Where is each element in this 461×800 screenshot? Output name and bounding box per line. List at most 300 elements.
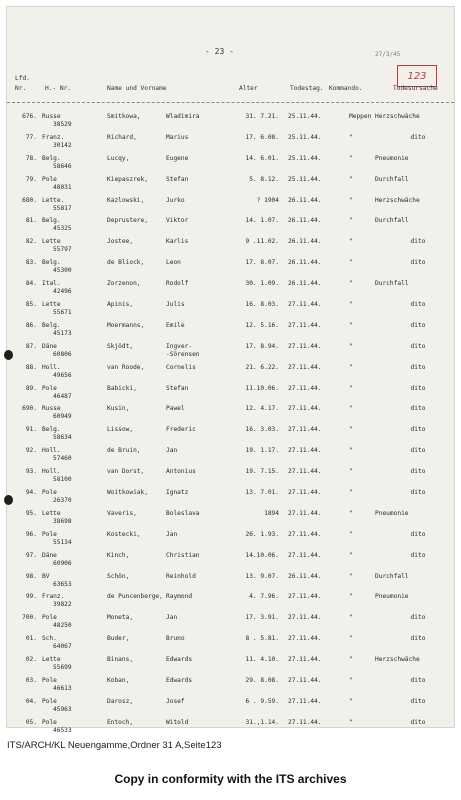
row-cause-of-death: dito [410,301,426,309]
table-row [7,320,456,341]
row-first-name: Edwards [166,656,193,664]
row-kommando: " [349,154,353,162]
table-row [7,299,456,320]
row-first-name: Emile [166,321,185,329]
row-surname: Deprustere, [107,217,148,225]
row-birth-date: 13. 7.01. [245,489,279,497]
row-kommando: " [349,259,353,267]
row-birth-date: ? 1904 [256,196,279,204]
row-nationality: Holl. [42,468,61,476]
row-kommando: " [349,133,353,141]
row-prisoner-number: 45325 [53,225,72,233]
row-surname: de Puncenberge, [107,593,163,601]
row-first-name: Bruno [166,635,185,643]
row-prisoner-number: 55797 [53,246,72,254]
row-nationality: Holl. [42,363,61,371]
row-death-date: 26.11.44. [288,259,322,267]
row-number: 88. [25,363,37,371]
row-cause-of-death: dito [410,468,426,476]
row-death-date: 27.11.44. [288,489,322,497]
row-prisoner-number: 60806 [53,350,72,358]
row-kommando: " [349,656,353,664]
row-cause-of-death: dito [410,635,426,643]
row-first-name: Antonius [166,468,196,476]
row-death-date: 27.11.44. [288,342,322,350]
row-death-date: 26.11.44. [288,280,322,288]
row-surname: Buder, [107,635,130,643]
row-death-date: 27.11.44. [288,697,322,705]
row-prisoner-number: 45173 [53,329,72,337]
row-death-date: 27.11.44. [288,718,322,726]
row-nationality: Pole [42,530,57,538]
row-nationality: Pole [42,489,57,497]
row-kommando: " [349,238,353,246]
stamp-number: 123 [407,70,427,82]
row-nationality: Franz. [42,133,65,141]
header-name: Name und Vorname [107,85,167,92]
row-birth-date: 17. 6.08. [245,133,279,141]
row-nationality: Belg. [42,426,61,434]
row-number: 92. [25,447,37,455]
row-cause-of-death: Pneumonie [375,509,409,517]
row-death-date: 27.11.44. [288,384,322,392]
row-nationality: Ital. [42,280,61,288]
row-kommando: " [349,593,353,601]
row-birth-date: 11. 4.10. [245,656,279,664]
table-row [7,174,456,195]
row-death-date: 26.11.44. [288,572,322,580]
row-surname: Moneta, [107,614,134,622]
table-row [7,508,456,529]
row-cause-of-death: Durchfall [375,572,409,580]
row-cause-of-death: dito [410,718,426,726]
row-birth-date: 31.,1.14. [245,718,279,726]
row-birth-date: 14.10.06. [245,551,279,559]
table-row [7,571,456,592]
row-number: 84. [25,280,37,288]
row-surname: Skjödt, [107,342,134,350]
row-cause-of-death: dito [410,259,426,267]
row-death-date: 27.11.44. [288,363,322,371]
row-number: 82. [25,238,37,246]
row-surname: Kinch, [107,551,130,559]
punch-hole [4,495,13,505]
row-cause-of-death: dito [410,133,426,141]
row-birth-date: 17. 8.07. [245,259,279,267]
table-row [7,424,456,445]
row-surname: Babicki, [107,384,137,392]
row-death-date: 25.11.44. [288,175,322,183]
header-rule [7,102,454,103]
table-row [7,612,456,633]
row-surname: Jostee, [107,238,134,246]
row-number: 79. [25,175,37,183]
row-surname: Smitkowa, [107,113,141,120]
row-kommando: " [349,342,353,350]
row-nationality: Lette. [42,196,65,204]
row-kommando: " [349,384,353,392]
row-kommando: " [349,677,353,685]
row-prisoner-number: 26370 [53,497,72,505]
row-death-date: 27.11.44. [288,426,322,434]
row-prisoner-number: 57460 [53,455,72,463]
header-alter: Alter [239,85,258,92]
reference-note: 27/3/45 [375,51,401,58]
row-nationality: Pole [42,614,57,622]
row-cause-of-death: Durchfall [375,280,409,288]
row-cause-of-death: Durchfall [375,217,409,225]
row-birth-date: 29. 8.08. [245,677,279,685]
row-prisoner-number: 55671 [53,309,72,317]
row-cause-of-death: dito [410,384,426,392]
row-nationality: Pole [42,718,57,726]
row-kommando: " [349,509,353,517]
row-prisoner-number: 58100 [53,476,72,484]
table-row [7,362,456,383]
table-row [7,466,456,487]
row-number: 04. [25,697,37,705]
row-nationality: Belg. [42,154,61,162]
row-death-date: 27.11.44. [288,614,322,622]
row-prisoner-number: 55817 [53,204,72,212]
row-kommando: " [349,426,353,434]
row-birth-date: 19. 7.15. [245,468,279,476]
row-number: 86. [25,321,37,329]
row-first-name-cont: -Sörensen [166,350,200,358]
table-row [7,278,456,299]
row-kommando: " [349,217,353,225]
row-first-name: Eugene [166,154,189,162]
row-death-date: 27.11.44. [288,301,322,309]
table-row [7,717,456,738]
row-number: 98. [25,572,37,580]
table-row [7,529,456,550]
row-first-name: Stefan [166,175,189,183]
row-nationality: Russe [42,113,61,120]
row-prisoner-number: 46613 [53,685,72,693]
row-nationality: Pole [42,175,57,183]
header-nr: Nr. [15,85,27,92]
row-birth-date: 11.10.06. [245,384,279,392]
row-cause-of-death: Herzschwäche [375,113,420,120]
row-first-name: Viktor [166,217,189,225]
row-death-date: 26.11.44. [288,196,322,204]
row-surname: Kusin, [107,405,130,413]
row-prisoner-number: 45963 [53,705,72,713]
row-number: 02. [25,656,37,664]
row-nationality: Franz. [42,593,65,601]
row-cause-of-death: Durchfall [375,175,409,183]
row-number: 83. [25,259,37,267]
row-nationality: Russe [42,405,61,413]
row-surname: Apinis, [107,301,134,309]
row-prisoner-number: 38529 [53,121,72,128]
row-surname: Koban, [107,677,130,685]
row-cause-of-death: Herzschwäche [375,656,420,664]
row-number: 680. [22,196,37,204]
death-register-table [7,111,456,738]
row-prisoner-number: 60906 [53,559,72,567]
row-prisoner-number: 55699 [53,664,72,672]
row-nationality: Sch. [42,635,57,643]
row-cause-of-death: dito [410,447,426,455]
row-cause-of-death: dito [410,342,426,350]
row-first-name: Jan [166,447,178,455]
row-prisoner-number: 60949 [53,413,72,421]
row-prisoner-number: 46533 [53,726,72,734]
row-cause-of-death: dito [410,614,426,622]
table-row [7,383,456,404]
row-surname: Entoch, [107,718,134,726]
row-cause-of-death: dito [410,697,426,705]
table-row [7,132,456,153]
table-row [7,153,456,174]
row-first-name: Stefan [166,384,189,392]
row-surname: Darosz, [107,697,134,705]
row-death-date: 27.11.44. [288,593,322,601]
row-cause-of-death: dito [410,426,426,434]
row-prisoner-number: 30142 [53,141,72,149]
table-row [7,257,456,278]
table-row [7,195,456,216]
row-number: 676. [22,113,37,120]
row-death-date: 27.11.44. [288,635,322,643]
row-prisoner-number: 46487 [53,392,72,400]
row-nationality: Belg. [42,217,61,225]
row-death-date: 25.11.44. [288,113,322,120]
row-birth-date: 4. 7.96. [249,593,279,601]
row-cause-of-death: dito [410,551,426,559]
row-first-name: Edwards [166,677,193,685]
row-birth-date: 6 . 9.59. [245,697,279,705]
row-prisoner-number: 39822 [53,601,72,609]
table-row [7,591,456,612]
row-prisoner-number: 63653 [53,580,72,588]
row-kommando: " [349,280,353,288]
row-number: 85. [25,301,37,309]
row-first-name: Julis [166,301,185,309]
row-first-name: Cornelis [166,363,196,371]
row-surname: Zorzenon, [107,280,141,288]
row-first-name: Boleslava [166,509,200,517]
row-nationality: Lette [42,301,61,309]
row-nationality: Pole [42,697,57,705]
row-kommando: " [349,301,353,309]
row-number: 96. [25,530,37,538]
table-row [7,487,456,508]
row-surname: Kostecki, [107,530,141,538]
row-prisoner-number: 45300 [53,267,72,275]
row-prisoner-number: 58634 [53,434,72,442]
row-nationality: Däne [42,342,57,350]
table-row [7,111,456,132]
row-death-date: 25.11.44. [288,133,322,141]
row-first-name: Marius [166,133,189,141]
row-kommando: " [349,363,353,371]
row-surname: Schön, [107,572,130,580]
row-birth-date: 17. 8.94. [245,342,279,350]
row-cause-of-death: dito [410,363,426,371]
row-number: 690. [22,405,37,413]
row-kommando: " [349,572,353,580]
row-first-name: Reinhold [166,572,196,580]
row-death-date: 27.11.44. [288,551,322,559]
row-death-date: 27.11.44. [288,530,322,538]
row-kommando: Meppen [349,113,372,120]
header-todesursache: Todesursache [393,85,438,92]
row-number: 91. [25,426,37,434]
scanned-document-page [6,6,455,734]
row-birth-date: 19. 1.17. [245,447,279,455]
row-nationality: Belg. [42,259,61,267]
row-prisoner-number: 49656 [53,371,72,379]
row-cause-of-death: dito [410,677,426,685]
table-row [7,675,456,696]
row-first-name: Karlis [166,238,189,246]
row-cause-of-death: dito [410,489,426,497]
row-first-name: Ignatz [166,489,189,497]
row-first-name: Leon [166,259,181,267]
row-surname: Binans, [107,656,134,664]
row-number: 94. [25,489,37,497]
row-number: 87. [25,342,37,350]
table-row [7,341,456,362]
row-nationality: Pole [42,384,57,392]
row-prisoner-number: 42496 [53,288,72,296]
row-prisoner-number: 48031 [53,183,72,191]
row-death-date: 27.11.44. [288,321,322,329]
row-surname: Kiepaszrek, [107,175,148,183]
row-first-name: Josef [166,697,185,705]
row-birth-date: 26. 1.93. [245,530,279,538]
row-birth-date: 14. 1.07. [245,217,279,225]
row-kommando: " [349,530,353,538]
row-first-name: Wladimira [166,113,200,120]
row-death-date: 27.11.44. [288,677,322,685]
row-birth-date: 12. 4.17. [245,405,279,413]
row-cause-of-death: Herzschwäche [375,196,420,204]
row-surname: Lucqy, [107,154,130,162]
table-row [7,696,456,717]
page-number: - 23 - [205,47,234,56]
row-first-name: Frederic [166,426,196,434]
archive-source-caption: ITS/ARCH/KL Neuengamme,Ordner 31 A,Seite123 [7,740,222,751]
row-number: 77. [25,133,37,141]
conformity-caption: Copy in conformity with the ITS archives [114,772,347,786]
row-surname: van Dorst, [107,468,145,476]
row-first-name: Ingver- [166,342,193,350]
row-number: 95. [25,509,37,517]
row-kommando: " [349,175,353,183]
row-prisoner-number: 64067 [53,643,72,651]
table-row [7,215,456,236]
row-cause-of-death: dito [410,321,426,329]
row-number: 01. [25,635,37,643]
row-prisoner-number: 55134 [53,538,72,546]
row-death-date: 27.11.44. [288,468,322,476]
row-cause-of-death: dito [410,405,426,413]
table-row [7,236,456,257]
row-birth-date: 30. 1.09. [245,280,279,288]
header-kommando: Kommando. [329,85,363,92]
row-death-date: 25.11.44. [288,154,322,162]
row-first-name: Raymond [166,593,193,601]
row-kommando: " [349,321,353,329]
row-first-name: Jurko [166,196,185,204]
header-h-nr: H.- Nr. [45,85,72,92]
header-lfd: Lfd. [15,75,30,82]
header-todestag: Todestag. [290,85,324,92]
row-kommando: " [349,196,353,204]
punch-hole [4,350,13,360]
row-number: 97. [25,551,37,559]
row-number: 89. [25,384,37,392]
row-surname: Lissow, [107,426,134,434]
row-cause-of-death: Pneumonie [375,154,409,162]
row-death-date: 27.11.44. [288,656,322,664]
row-surname: van Roode, [107,363,145,371]
row-nationality: Lette [42,238,61,246]
row-surname: de Bliock, [107,259,145,267]
row-first-name: Witold [166,718,189,726]
table-header [7,75,456,105]
row-nationality: Lette [42,656,61,664]
row-death-date: 27.11.44. [288,509,322,517]
row-surname: Vaveris, [107,509,137,517]
row-kommando: " [349,697,353,705]
row-cause-of-death: dito [410,238,426,246]
row-number: 700. [22,614,37,622]
row-kommando: " [349,447,353,455]
row-birth-date: 1894 [264,509,279,517]
row-kommando: " [349,614,353,622]
row-first-name: Jan [166,530,178,538]
row-first-name: Pawel [166,405,185,413]
table-row [7,403,456,424]
row-nationality: Belg. [42,321,61,329]
row-kommando: " [349,551,353,559]
row-first-name: Christian [166,551,200,559]
row-nationality: Lette [42,509,61,517]
row-prisoner-number: 48250 [53,622,72,630]
row-prisoner-number: 38698 [53,517,72,525]
row-kommando: " [349,718,353,726]
row-number: 78. [25,154,37,162]
row-first-name: Jan [166,614,178,622]
table-row [7,445,456,466]
row-surname: Richard, [107,133,137,141]
row-birth-date: 21. 6.22. [245,363,279,371]
row-nationality: Däne [42,551,57,559]
row-death-date: 27.11.44. [288,405,322,413]
row-surname: de Bruin, [107,447,141,455]
table-row [7,654,456,675]
row-cause-of-death: Pneumonie [375,593,409,601]
row-birth-date: 9 .11.02. [245,238,279,246]
row-birth-date: 16. 8.03. [245,301,279,309]
row-number: 05. [25,718,37,726]
row-birth-date: 13. 9.07. [245,572,279,580]
row-birth-date: 14. 6.01. [245,154,279,162]
row-birth-date: 5. 8.12. [249,175,279,183]
row-birth-date: 16. 3.03. [245,426,279,434]
row-birth-date: 17. 3.91. [245,614,279,622]
row-nationality: Holl. [42,447,61,455]
row-kommando: " [349,489,353,497]
row-birth-date: 8 . 5.81. [245,635,279,643]
row-cause-of-death: dito [410,530,426,538]
table-row [7,633,456,654]
